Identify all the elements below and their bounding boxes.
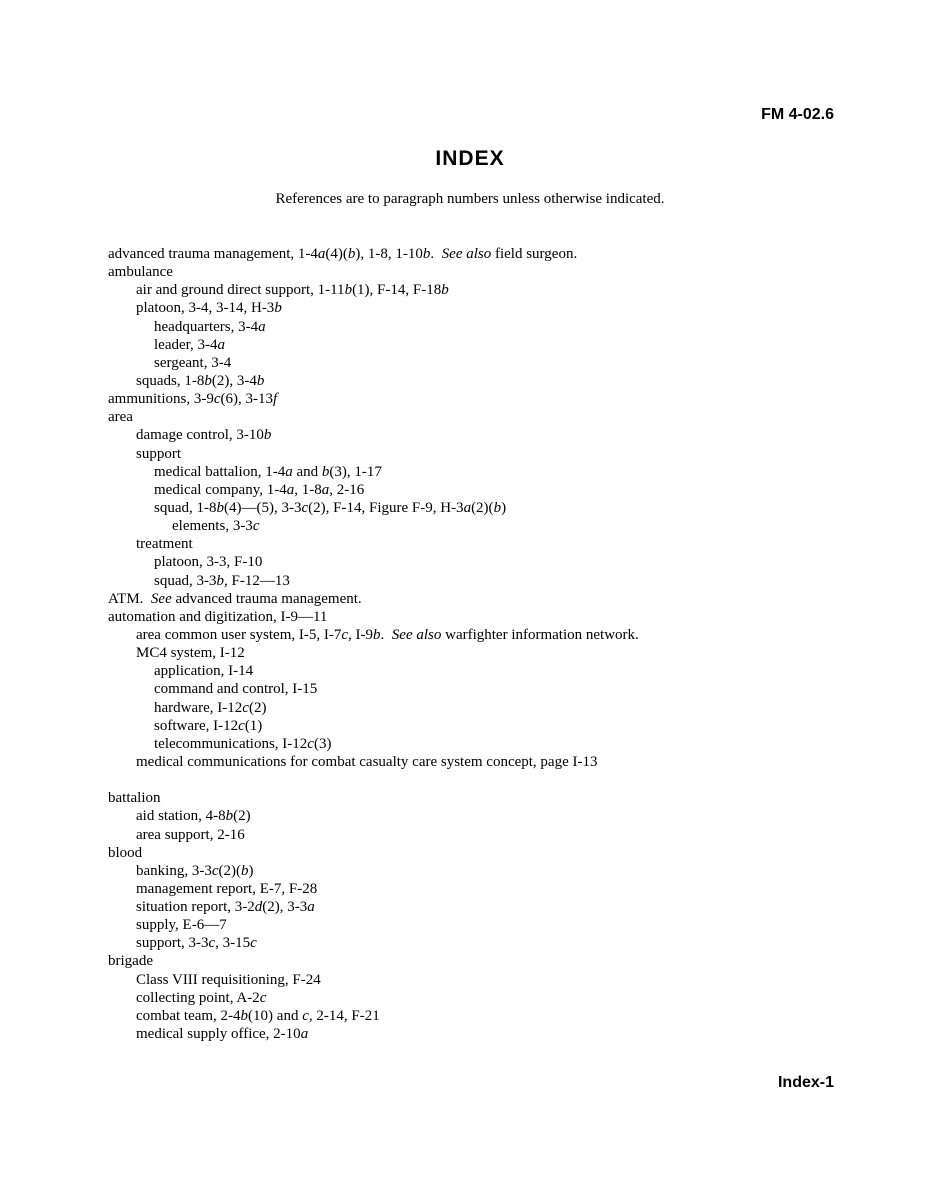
index-subentry: treatment — [136, 536, 193, 553]
index-subentry: telecommunications, I-12c(3) — [154, 735, 332, 752]
index-subentry: combat team, 2-4b(10) and c, 2-14, F-21 — [136, 1007, 380, 1024]
index-entry: automation and digitization, I-9—11 — [108, 608, 328, 625]
index-subentry: support, 3-3c, 3-15c — [136, 935, 257, 952]
index-entry: ATM. See advanced trauma management. — [108, 590, 362, 607]
index-subentry: platoon, 3-3, F-10 — [154, 554, 263, 571]
index-subentry: sergeant, 3-4 — [154, 354, 232, 371]
index-entry: blood — [108, 844, 143, 861]
section-gap — [108, 771, 848, 789]
index-subentry: command and control, I-15 — [154, 681, 318, 698]
index-entry: battalion — [108, 790, 161, 807]
index-entry: ammunitions, 3-9c(6), 3-13f — [108, 391, 278, 408]
index-subentry: leader, 3-4a — [154, 336, 226, 353]
index-subentry: MC4 system, I-12 — [136, 645, 245, 662]
index-entry: advanced trauma management, 1-4a(4)(b), 1-8, 1-10b. See also field surgeon. — [108, 246, 578, 262]
index-subentry: medical company, 1-4a, 1-8a, 2-16 — [154, 481, 365, 498]
index-subentry: elements, 3-3c — [172, 518, 260, 535]
index-subentry: squad, 1-8b(4)—(5), 3-3c(2), F-14, Figure F-9, H-3a(2)(b) — [154, 499, 507, 516]
index-subentry: aid station, 4-8b(2) — [136, 808, 251, 825]
index-subentry: damage control, 3-10b — [136, 427, 272, 444]
index-subentry: area common user system, I-5, I-7c, I-9b. See also warfighter information network. — [136, 626, 639, 643]
page-number: Index-1 — [777, 1074, 834, 1091]
index-subentry: platoon, 3-4, 3-14, H-3b — [136, 300, 282, 317]
index-subentry: supply, E-6—7 — [136, 917, 227, 934]
page-title: INDEX — [435, 147, 505, 170]
index-subentry: software, I-12c(1) — [154, 717, 263, 734]
index-subentry: headquarters, 3-4a — [154, 318, 266, 335]
index-subentry: area support, 2-16 — [136, 826, 245, 843]
index-subentry: medical communications for combat casualty care system concept, page I-13 — [136, 753, 598, 770]
index-subentry: medical battalion, 1-4a and b(3), 1-17 — [154, 463, 382, 480]
index-subentry: banking, 3-3c(2)(b) — [136, 862, 254, 879]
index-subentry: application, I-14 — [154, 663, 254, 680]
index-subentry: hardware, I-12c(2) — [154, 699, 267, 716]
index-entry: brigade — [108, 953, 153, 970]
index-subentry: support — [136, 445, 181, 462]
index-subentry: situation report, 3-2d(2), 3-3a — [136, 899, 315, 916]
index-note: References are to paragraph numbers unless otherwise indicated. — [275, 191, 665, 207]
document-id: FM 4-02.6 — [761, 106, 834, 123]
index-entry: ambulance — [108, 264, 173, 281]
index-subentry: squad, 3-3b, F-12—13 — [154, 572, 290, 589]
index-subentry: collecting point, A-2c — [136, 989, 267, 1006]
index-subentry: squads, 1-8b(2), 3-4b — [136, 372, 265, 389]
index-subentry: Class VIII requisitioning, F-24 — [136, 971, 321, 988]
index-entry: area — [108, 409, 133, 426]
index-entry-list — [108, 245, 848, 1043]
index-subentry: management report, E-7, F-28 — [136, 880, 318, 897]
index-subentry: medical supply office, 2-10a — [136, 1026, 309, 1043]
index-subentry: air and ground direct support, 1-11b(1), F-14, F-18b — [136, 282, 449, 299]
